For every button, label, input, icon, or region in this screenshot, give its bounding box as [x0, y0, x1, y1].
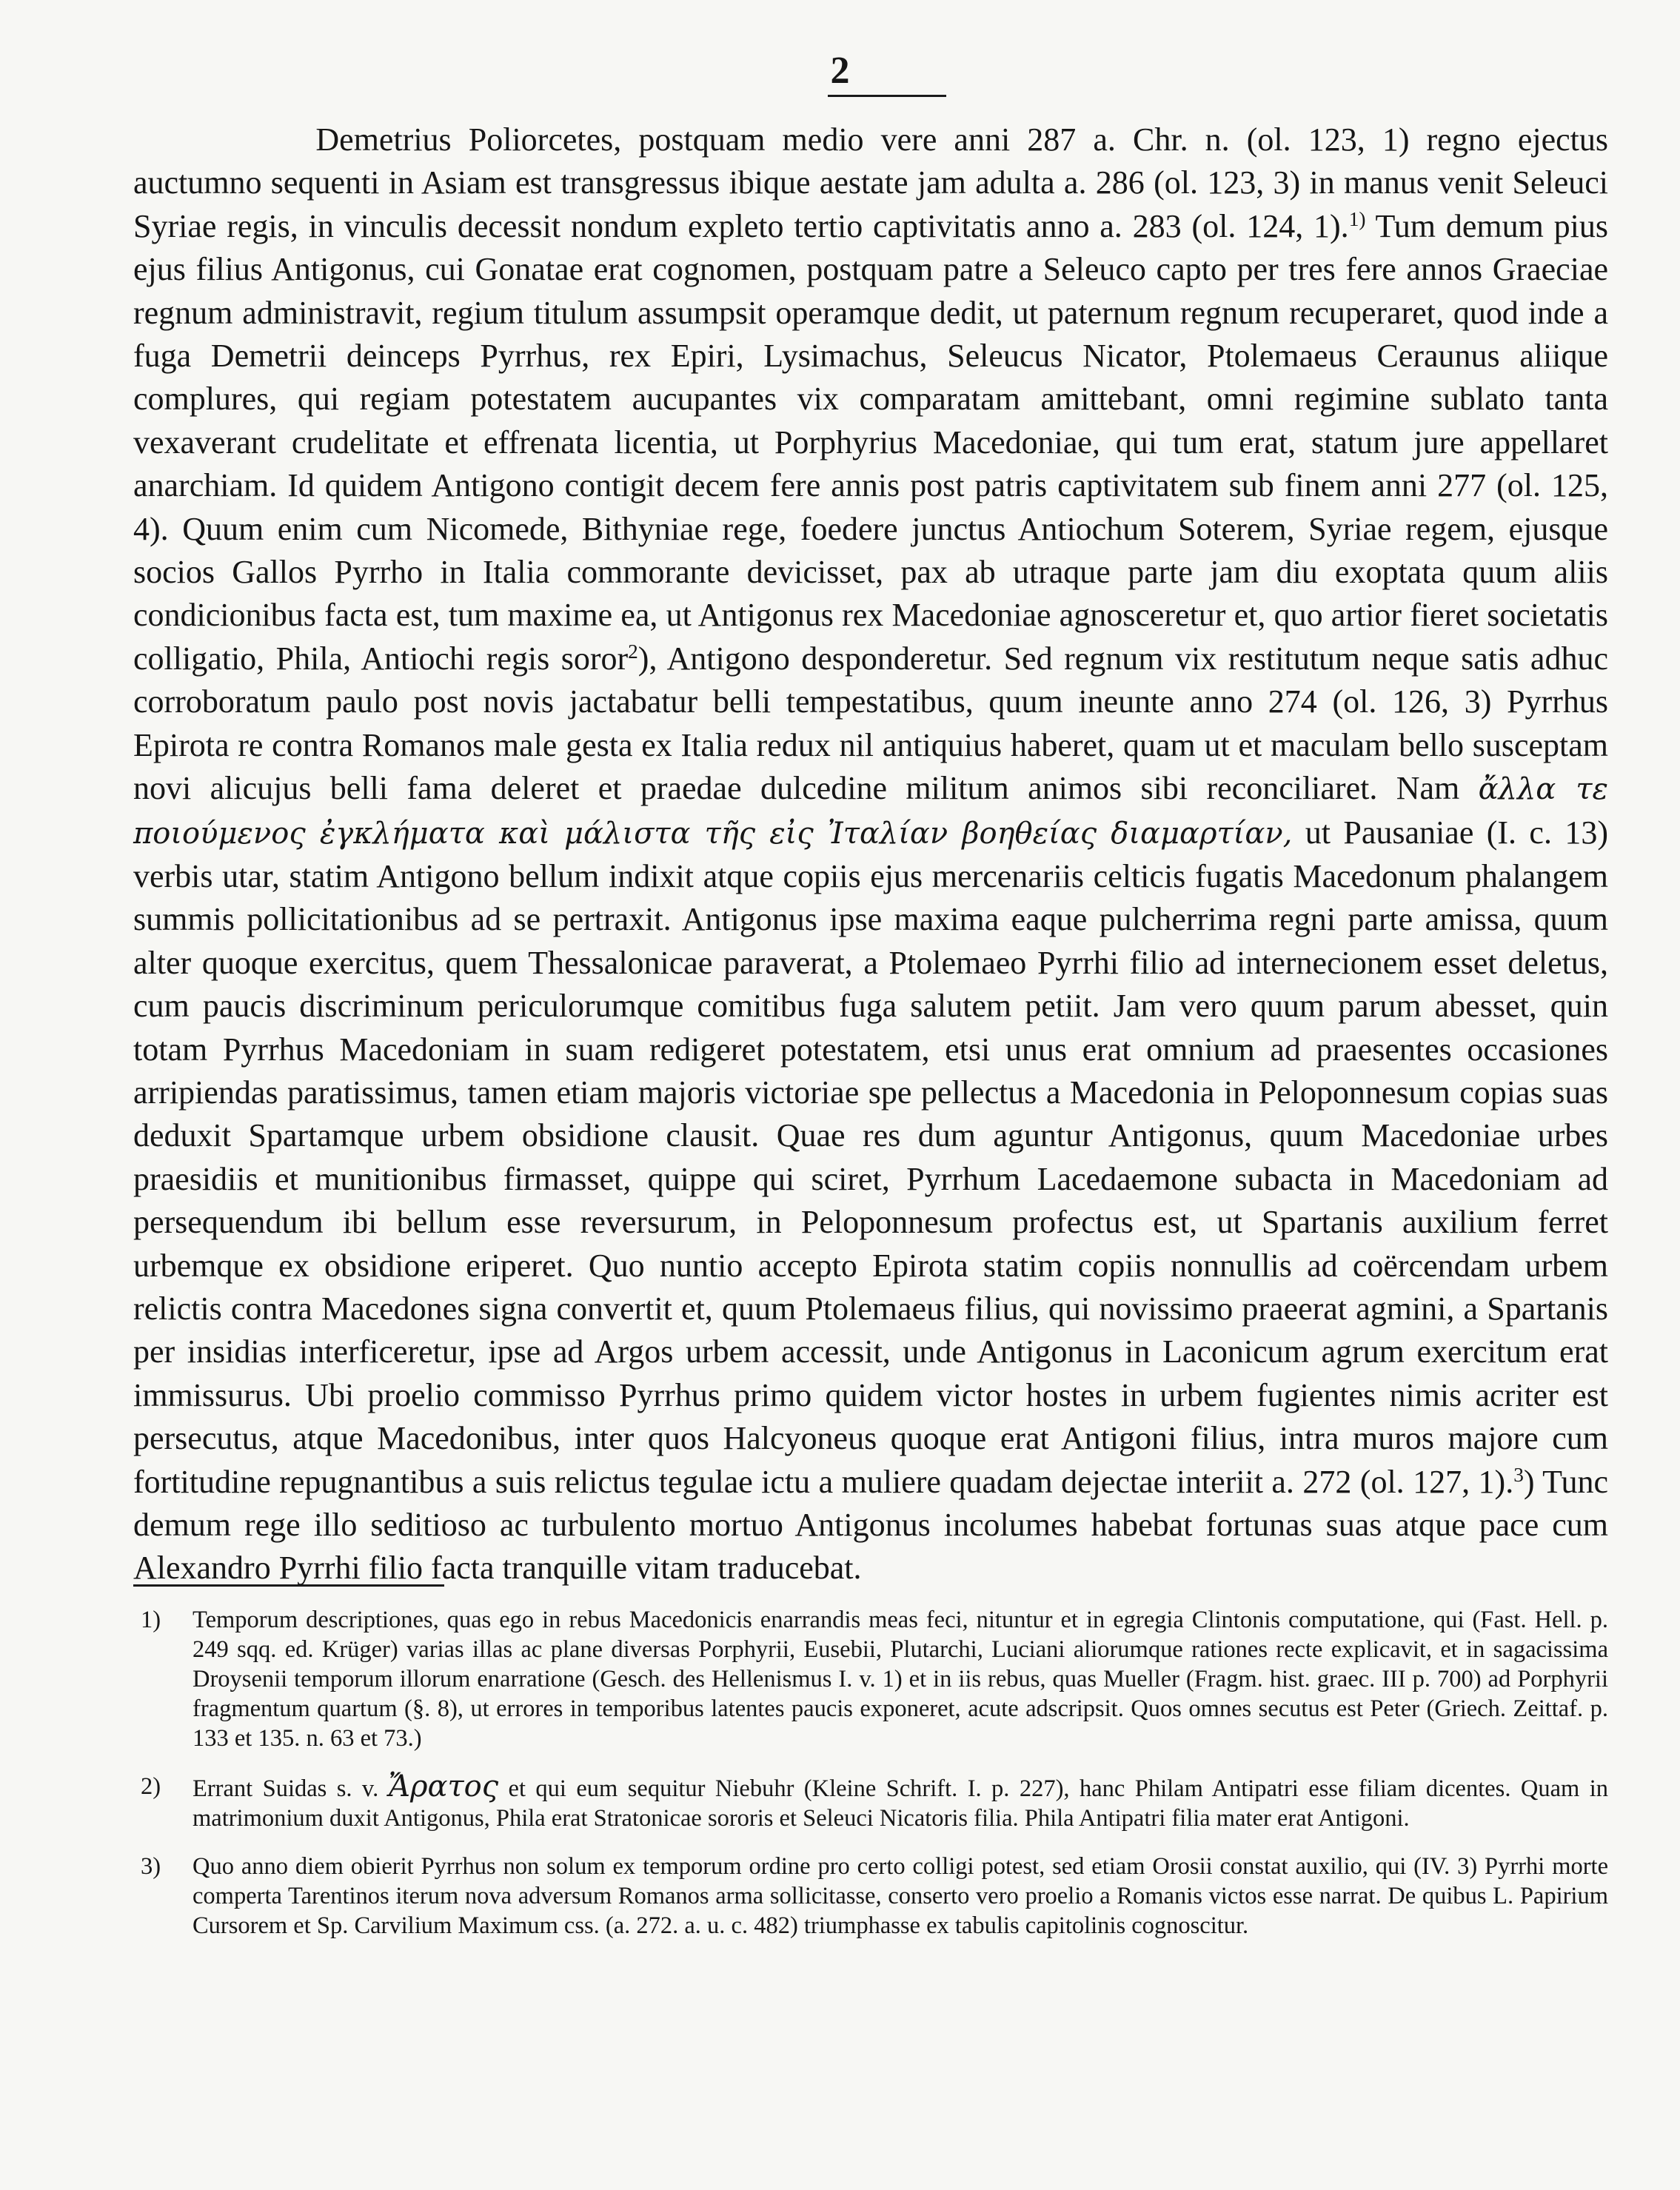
text-segment: ), Antigono desponderetur. Sed regnum vix restitutum neque satis adhuc corroboratum paulo post novis jactabatur belli tempestatibus, quum ineunte anno 274 (ol. 126, 3) Pyrrhus Epirota re contra Romanos male gesta ex Italia redux nil antiquius haberet, quam ut et maculam bello susceptam novi alicujus belli fama deleret et praedae dulcedine militum animos sibi reconciliaret. Nam [133, 640, 1608, 807]
text-segment: Tum demum pius ejus filius Antigonus, cui Gonatae erat cognomen, postquam patre a Seleuco capto per tres fere annos Graeciae regnum administravit, regium titulum assumpsit operamque dedit, ut paternum regnum recuperaret, quod inde a fuga Demetrii deinceps Pyrrhus, rex Epiri, Lysimachus, Seleucus Nicator, Ptolemaeus Ceraunus aliique complures, qui regiam potestatem aucupantes vix comparatam amittebant, omni regimine sublato tanta vexaverant crudelitate et effrenata licentia, ut Porphyrius Macedoniae, qui tum erat, statum jure appellaret anarchiam. Id quidem Antigono contigit decem fere annis post patris captivitatem sub finem anni 277 (ol. 125, 4). Quum enim cum Nicomede, Bithyniae rege, foedere junctus Antiochum Soterem, Syriae regem, ejusque socios Gallos Pyrrho in Italia commorante devicisset, pax ab utraque parte jam diu exoptata quum aliis condicionibus facta est, tum maxime ea, ut Antigonus rex Macedoniae agnosceretur et, quo artior fieret societatis colligatio, Phila, Antiochi regis soror [133, 207, 1608, 677]
footnote-marker: 2) [141, 1773, 161, 1800]
footnote [141, 1852, 1608, 1940]
page-number: 2 [830, 50, 850, 92]
footnote-marker: 1) [141, 1607, 161, 1633]
text-segment: Demetrius Poliorcetes, postquam medio vere anni 287 a. Chr. n. (ol. 123, 1) regno ejectus auctumno sequenti in Asiam est transgressus ibique aestate jam adulta a. 286 (ol. 123, 3) in manus venit Seleuci Syriae regis, in vinculis decessit nondum expleto tertio captivitatis anno a. 283 (ol. 124, 1). [133, 121, 1608, 244]
main-text [133, 118, 1608, 1590]
footnotes [141, 1605, 1608, 1959]
paragraph [133, 118, 1608, 1590]
page-number-rule [828, 95, 946, 97]
text-segment: Temporum descriptiones, quas ego in rebus Macedonicis enarrandis meas feci, nituntur et in egregia Clintonis computatione, qui (Fast. Hell. p. 249 sqq. ed. Krüger) varias illas ac plane diversas Porphyrii, Eusebii, Plutarchi, Luciani aliorumque rationes recte explicavit, et in sagacissima Droysenii temporum illorum enarratione (Gesch. des Hellenismus I. v. 1) et in iis rebus, quas Mueller (Fragm. hist. graec. III p. 700) ad Porphyrii fragmentum quartum (§. 8), ut errores in temporibus latentes paucis exponeret, acute adscripsit. Quos omnes secutus est Peter (Griech. Zeittaf. p. 133 et 135. n. 63 et 73.) [193, 1607, 1608, 1752]
text-segment: et qui eum sequitur Niebuhr (Kleine Schrift. I. p. 227), hanc Philam Antipatri esse filiam dicentes. Quam in matrimonium duxit Antigonus, Phila erat Stratonicae sororis et Seleuci Nicatoris filia. Phila Antipatri filia mater erat Antigoni. [193, 1775, 1609, 1832]
text-segment: ut Pausaniae (I. c. 13) verbis utar, statim Antigono bellum indixit atque copiis ejus mercenariis celticis fugatis Macedonum phalangem summis pollicitationibus ad se pertraxit. Antigonus ipse maxima eaque pulcherrima regni parte amissa, quum alter quoque exercitus, quem Thessalonicae paraverat, a Ptolemaeo Pyrrhi filio ad internecionem esset deletus, cum paucis discriminum periculorumque comitibus fuga salutem petiit. Jam vero quum parum abesset, quin totam Pyrrhus Macedoniam in suam redigeret potestatem, etsi unus erat omnium ad praesentes occasiones arripiendas paratissimus, tamen etiam majoris victoriae spe pellectus a Macedonia in Peloponnesum copias suas deduxit Spartamque urbem obsidione clausit. Quae res dum aguntur Antigonus, quum Macedoniae urbes praesidiis et munitionibus firmasset, quippe qui sciret, Pyrrhum Lacedaemone subacta in Macedoniam ad persequendum ibi bellum esse reversurum, in Peloponnesum profectus est, ut Spartanis auxilium ferret urbemque ex obsidione eriperet. Quo nuntio accepto Epirota statim copiis nonnullis ad coërcendam urbem relictis contra Macedones signa convertit et, quum Ptolemaeus filius, qui novissimo praeerat agmini, a Spartanis per insidias interficeretur, ipse ad Argos urbem accessit, unde Antigonus in Laconicum agrum exercitum erat immissurus. Ubi proelio commisso Pyrrhus primo quidem victor hostes in urbem fugientes nimis acriter est persecutus, atque Macedonibus, inter quos Halcyoneus quoque erat Antigoni filius, intra muros majore cum fortitudine repugnantibus a suis relictus tegulae ictu a muliere quadam dejectae interiit a. 272 (ol. 127, 1). [133, 814, 1608, 1500]
greek-quotation: ἄλλα τε ποιούμενος ἐγκλήματα καὶ μάλιστα τῆς εἰς Ἰταλίαν βοηθείας διαμαρτίαν, [133, 772, 1608, 851]
footnote-reference: 1) [1348, 207, 1366, 230]
footnote-reference: 2 [628, 640, 638, 663]
footnote [141, 1605, 1608, 1753]
footnote-separator [133, 1584, 444, 1587]
greek-quotation: Ἄρατος [388, 1769, 499, 1804]
footnote [141, 1769, 1609, 1833]
text-segment: Errant Suidas s. v. [193, 1775, 389, 1802]
text-segment: ) Tunc demum rege illo seditioso ac turbulento mortuo Antigonus incolumes habebat fortunas suas atque pace cum Alexandro Pyrrhi filio facta tranquille vitam traducebat. [133, 1463, 1608, 1587]
footnote-marker: 3) [141, 1853, 161, 1880]
text-segment: Quo anno diem obierit Pyrrhus non solum ex temporum ordine pro certo colligi potest, sed etiam Orosii constat auxilio, qui (IV. 3) Pyrrhi morte comperta Tarentinos iterum nova adversum Romanos arma sollicitasse, conserto vero proelio a Romanis victos esse narrat. De quibus L. Papirium Cursorem et Sp. Carvilium Maximum css. (a. 272. a. u. c. 482) triumphasse ex tabulis capitolinis cognoscitur. [193, 1853, 1608, 1939]
footnote-reference: 3 [1513, 1463, 1524, 1486]
